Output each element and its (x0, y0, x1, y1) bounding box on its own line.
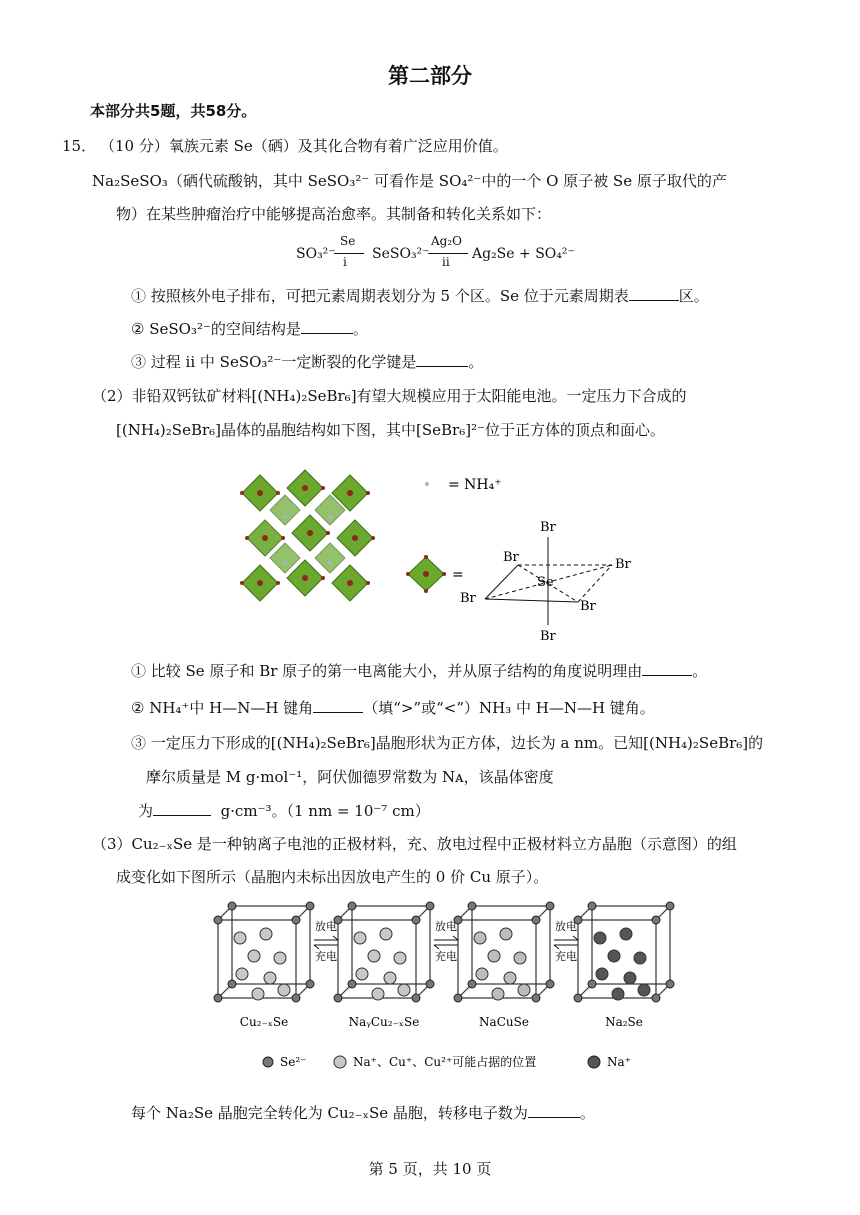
se-atom (306, 980, 314, 988)
interstitial-site (596, 968, 608, 980)
se-atom (546, 902, 554, 910)
interstitial-site (624, 972, 636, 984)
se-atom (454, 994, 462, 1002)
interstitial-site (252, 988, 264, 1000)
answer-blank[interactable] (153, 801, 211, 816)
se-legend-label: Se²⁻ (280, 1055, 307, 1069)
se-atom (468, 902, 476, 910)
perovskite-figure (230, 455, 650, 650)
interstitial-site (608, 950, 620, 962)
part2-q3-line2: 摩尔质量是 M g·mol⁻¹，阿伏伽德罗常数为 Nᴀ，该晶体密度 (146, 768, 554, 786)
interstitial-site (236, 968, 248, 980)
arrowhead (333, 936, 338, 940)
products: Ag₂Se + SO₄²⁻ (472, 246, 575, 262)
part2-q3-line1: ③ 一定压力下形成的[(NH₄)₂SeBr₆]晶胞形状为正方体，边长为 a nm。已知[(NH₄)₂SeBr₆]的 (131, 734, 764, 752)
na-legend-dot (588, 1056, 600, 1068)
se-atom (532, 994, 540, 1002)
battery-cell-figure (210, 898, 680, 1078)
charge-label: 充电 (435, 950, 457, 963)
se-atom (348, 980, 356, 988)
se-atom (214, 916, 222, 924)
interstitial-site (264, 972, 276, 984)
interstitial-site (518, 984, 530, 996)
br-label-back-left: Br (503, 550, 519, 565)
answer-blank[interactable] (313, 698, 363, 713)
step2-arrow (428, 253, 468, 254)
se-atom (292, 916, 300, 924)
interstitial-site (398, 984, 410, 996)
interstitial-site (594, 932, 606, 944)
answer-blank[interactable] (416, 352, 468, 367)
reactant: SO₃²⁻ (296, 246, 336, 262)
se-atom (588, 902, 596, 910)
se-atom (588, 980, 596, 988)
nh4-legend-dot (425, 482, 429, 486)
part2-q2: ② NH₄⁺中 H—N—H 键角 （填“>”或“<”）NH₃ 中 H—N—H 键角。 (131, 699, 655, 717)
br-label-top: Br (540, 520, 556, 535)
question-number: 15． (62, 137, 97, 155)
se-atom (292, 994, 300, 1002)
interstitial-site (394, 952, 406, 964)
part1-text-a: Na₂SeSO₃（硒代硫酸钠，其中 SeSO₃²⁻ 可看作是 SO₄²⁻中的一个 O 原子被 Se 原子取代的产 (92, 172, 727, 190)
discharge-label: 放电 (435, 920, 457, 933)
interstitial-site (474, 932, 486, 944)
se-atom (214, 994, 222, 1002)
nh4-legend-label: = NH₄⁺ (448, 477, 502, 493)
se-atom (412, 916, 420, 924)
part1-q3: ③ 过程 ii 中 SeSO₃²⁻一定断裂的化学键是 。 (131, 353, 484, 371)
interstitial-site (354, 932, 366, 944)
step1-label: i (343, 255, 347, 269)
part1-q2: ② SeSO₃²⁻的空间结构是 。 (131, 320, 368, 338)
interstitial-site (612, 988, 624, 1000)
question-stem: （10 分）氧族元素 Se（硒）及其化合物有着广泛应用价值。 (100, 137, 508, 155)
answer-blank[interactable] (528, 1103, 580, 1118)
interstitial-site (260, 928, 272, 940)
site-legend-dot (334, 1056, 346, 1068)
interstitial-site (488, 950, 500, 962)
answer-blank[interactable] (301, 319, 353, 334)
se-atom (306, 902, 314, 910)
interstitial-site (368, 950, 380, 962)
part3-q: 每个 Na₂Se 晶胞完全转化为 Cu₂₋ₓSe 晶胞，转移电子数为 。 (131, 1104, 595, 1122)
br-label-right: Br (615, 557, 631, 572)
interstitial-site (384, 972, 396, 984)
interstitial-site (634, 952, 646, 964)
part3-text-line2: 成变化如下图所示（晶胞内未标出因放电产生的 0 价 Cu 原子）。 (116, 868, 549, 886)
discharge-label: 放电 (315, 920, 337, 933)
se-atom (348, 902, 356, 910)
interstitial-site (234, 932, 246, 944)
charge-label: 充电 (315, 950, 337, 963)
se-atom (334, 994, 342, 1002)
intermediate: SeSO₃²⁻ (372, 246, 430, 262)
cell-label: NaᵧCu₂₋ₓSe (348, 1015, 420, 1029)
se-atom (652, 916, 660, 924)
page-title: 第二部分 (388, 64, 472, 88)
se-atom (652, 994, 660, 1002)
se-atom (666, 980, 674, 988)
step1-reagent: Se (340, 234, 356, 248)
arrowhead (314, 945, 319, 949)
interstitial-site (274, 952, 286, 964)
part1-text-line2: 物）在某些肿瘤治疗中能够提高治愈率。其制备和转化关系如下： (116, 205, 552, 223)
discharge-label: 放电 (555, 920, 577, 933)
interstitial-site (476, 968, 488, 980)
br-label-bottom: Br (540, 629, 556, 644)
step2-label: ii (442, 255, 450, 269)
site-legend-label: Na⁺、Cu⁺、Cu²⁺可能占据的位置 (353, 1055, 537, 1069)
se-legend-dot (263, 1057, 273, 1067)
se-atom (426, 902, 434, 910)
crystal-structure-image (240, 470, 375, 601)
interstitial-site (278, 984, 290, 996)
interstitial-site (500, 928, 512, 940)
interstitial-site (356, 968, 368, 980)
interstitial-site (380, 928, 392, 940)
section-intro: 本部分共5题，共58分。 (90, 102, 257, 120)
charge-label: 充电 (555, 950, 577, 963)
arrowhead (573, 936, 578, 940)
part2-q1: ① 比较 Se 原子和 Br 原子的第一电离能大小，并从原子结构的角度说明理由 。 (131, 662, 708, 680)
cell-label: NaCuSe (479, 1015, 529, 1029)
se-atom (468, 980, 476, 988)
arrowhead (434, 945, 439, 949)
page-footer: 第 5 页，共 10 页 (368, 1160, 492, 1178)
answer-blank[interactable] (629, 286, 679, 301)
part1-q1: ① 按照核外电子排布，可把元素周期表划分为 5 个区。Se 位于元素周期表 区。 (131, 287, 709, 305)
answer-blank[interactable] (642, 661, 692, 676)
interstitial-site (620, 928, 632, 940)
se-atom (412, 994, 420, 1002)
br-label-left: Br (460, 591, 476, 606)
se-atom (532, 916, 540, 924)
interstitial-site (504, 972, 516, 984)
part2-text-line1: （2）非铅双钙钛矿材料[(NH₄)₂SeBr₆]有望大规模应用于太阳能电池。一定压力下合成的 (92, 387, 687, 405)
se-atom (666, 902, 674, 910)
part1-text-line1 (92, 170, 727, 191)
interstitial-site (372, 988, 384, 1000)
part2-text-line2: [(NH₄)₂SeBr₆]晶体的晶胞结构如下图，其中[SeBr₆]²⁻位于正方体的顶点和面心。 (116, 421, 665, 439)
se-atom (426, 980, 434, 988)
arrowhead (554, 945, 559, 949)
equals-sign: = (452, 567, 464, 583)
cell-label: Na₂Se (605, 1015, 643, 1029)
se-atom (574, 994, 582, 1002)
interstitial-site (638, 984, 650, 996)
se-label: Se (537, 575, 554, 590)
step2-reagent: Ag₂O (431, 234, 462, 248)
reaction-scheme (296, 234, 596, 274)
arrowhead (453, 936, 458, 940)
step1-arrow (334, 253, 364, 254)
part2-q3-line3: 为 g·cm⁻³。（1 nm = 10⁻⁷ cm） (138, 802, 430, 820)
na-legend-label: Na⁺ (607, 1055, 631, 1069)
se-atom (228, 902, 236, 910)
part3-text-line1: （3）Cu₂₋ₓSe 是一种钠离子电池的正极材料，充、放电过程中正极材料立方晶胞（示意图）的组 (92, 835, 737, 853)
br-label-front-right: Br (580, 599, 596, 614)
interstitial-site (514, 952, 526, 964)
se-atom (228, 980, 236, 988)
octahedron-icon (406, 555, 446, 593)
se-atom (546, 980, 554, 988)
cell-label: Cu₂₋ₓSe (239, 1015, 289, 1029)
interstitial-site (248, 950, 260, 962)
interstitial-site (492, 988, 504, 1000)
